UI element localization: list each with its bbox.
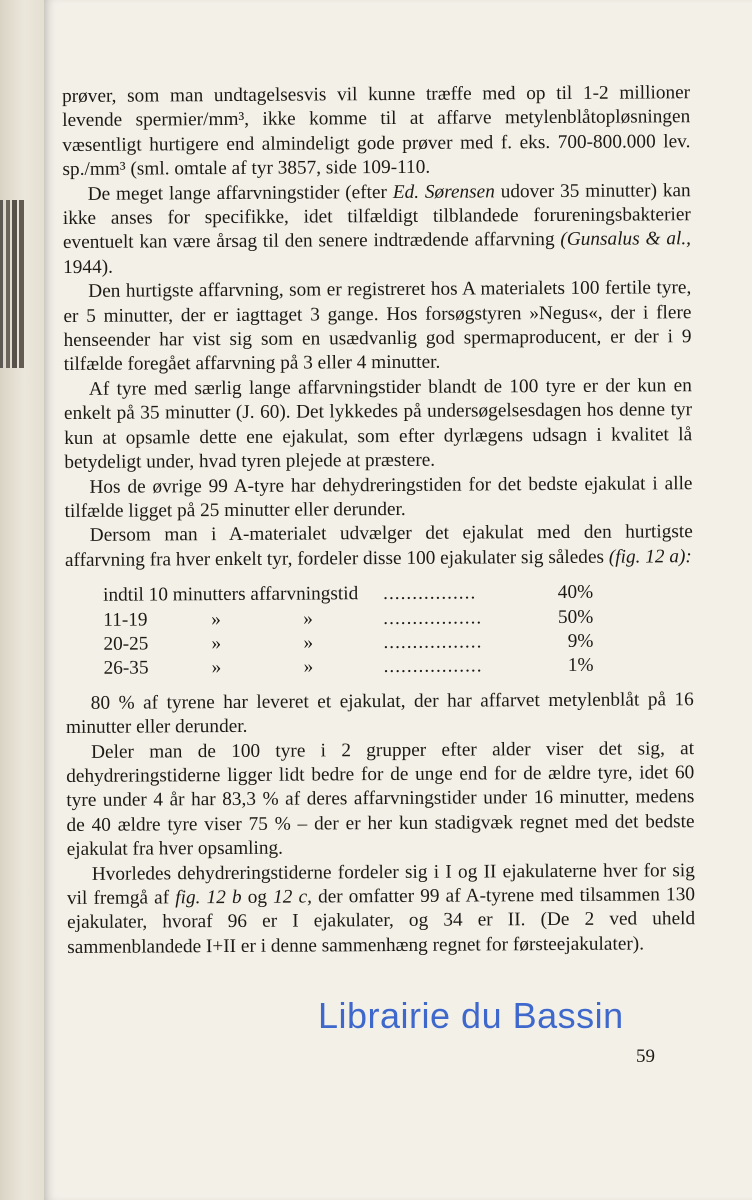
row-label: 26-35 xyxy=(103,657,149,680)
paragraph-2: De meget lange affarvningstider (efter Ed. Sørensen udover 35 minutter) kan ikke anses for specifikke, idet tilfældigt tilblandede forureningsbakterier eventuelt kan være årsag til den senere indtrædende affarvning (Gunsalus & al., 1944). xyxy=(62,179,692,278)
row-label: 11-19 xyxy=(103,609,148,631)
page-number: 59 xyxy=(636,1046,655,1067)
ditto-mark: » xyxy=(211,632,222,655)
affarvning-distribution-table xyxy=(103,581,594,682)
row-percent: 9% xyxy=(567,630,594,652)
table-row xyxy=(103,630,593,657)
body-text xyxy=(62,81,695,960)
row-percent: 40% xyxy=(557,581,594,604)
leader-dots: ................. xyxy=(383,606,483,629)
adjacent-page-edge xyxy=(0,0,44,1200)
leader-dots: ................. xyxy=(383,631,483,653)
paragraph-6: Dersom man i A-materialet udvælger det ejakulat med den hurtigste affarvning fra hver enkelt tyr, fordeler disse 100 ejakulater sig således (fig. 12 a): xyxy=(64,521,693,571)
figure-reference: (fig. 12 a): xyxy=(608,545,692,568)
paragraph-5: Hos de øvrige 99 A-tyre har dehydreringstiden for det bedste ejakulat i alle tilfælde ligget på 25 minutter eller derunder. xyxy=(64,472,693,522)
figure-reference: fig. 12 b xyxy=(175,886,242,909)
leader-dots: ................ xyxy=(383,582,477,605)
ditto-mark: » xyxy=(211,608,221,630)
citation: (Gunsalus & al., xyxy=(560,228,692,251)
row-percent: 50% xyxy=(557,606,594,628)
paragraph-3: Den hurtigste affarvning, som er registreret hos A materialets 100 fertile tyre, er 5 minutter, der er iagttaget 3 gange. Hos forsøgstyren »Negus«, der i flere henseender har vist sig som en usædvanlig god spermaproducent, er der i 9 tilfælde foregået affarvning på 3 eller 4 minutter. xyxy=(63,277,692,376)
ditto-mark: » xyxy=(303,632,314,654)
table-row xyxy=(103,581,593,608)
ditto-mark: » xyxy=(211,657,222,679)
table-row xyxy=(103,605,593,632)
paragraph-7: 80 % af tyrene har leveret et ejakulat, der har affarvet metylenblåt på 16 minutter eller derunder. xyxy=(65,688,694,739)
figure-reference: 12 c, xyxy=(273,886,312,908)
author-reference: Ed. Sørensen xyxy=(392,180,495,203)
ditto-mark: » xyxy=(303,608,313,630)
table-row xyxy=(103,654,593,681)
paragraph-9: Hvorledes dehydreringstiderne fordeler sig i I og II ejakulaterne hver for sig vil fremgå af fig. 12 b og 12 c, der omfatter 99 af A-tyrene med tilsammen 130 ejakulater, hvoraf 96 er I ejakulater, og 34 er II. (De 2 ved uheld sammenblandede I+II er i denne sammenhæng regnet for førsteejakulater). xyxy=(66,859,696,958)
adjacent-page-chart-fragment xyxy=(0,200,26,368)
seller-watermark: Librairie du Bassin xyxy=(318,995,624,1036)
row-label: 20-25 xyxy=(103,633,149,655)
row-label: indtil 10 minutters affarvningstid xyxy=(103,583,359,606)
ditto-mark: » xyxy=(303,656,314,678)
paragraph-8: Deler man de 100 tyre i 2 grupper efter alder viser det sig, at dehydreringstiderne ligger lidt bedre for de unge end for de ældre tyre, idet 60 tyre under 4 år har 83,3 % af deres affarvningstider under 16 minutter, medens de 40 ældre tyre viser 75 % – der er her kun stadigvæk regnet med det bedste ejakulat fra hver opsamling. xyxy=(66,737,695,861)
row-percent: 1% xyxy=(567,655,594,677)
paragraph-1: prøver, som man undtagelsesvis vil kunne træffe med op til 1-2 millioner levende spermier/mm³, ikke komme til at affarve metylenblåtopløsningen væsentligt hurtigere end almindeligt gode prøver med f. eks. 700-800.000 lev. sp./mm³ (sml. omtale af tyr 3857, side 109-110. xyxy=(62,82,691,181)
leader-dots: ................. xyxy=(383,655,483,678)
paragraph-4: Af tyre med særlig lange affarvningstider blandt de 100 tyre er der kun en enkelt på 35 minutter (J. 60). Det lykkedes på undersøgelsesdagen hos denne tyr kun at opsamle dette ene ejakulat, som efter dyrlægens udsagn i kvalitet lå betydeligt under, hvad tyren plejede at præstere. xyxy=(63,375,693,474)
